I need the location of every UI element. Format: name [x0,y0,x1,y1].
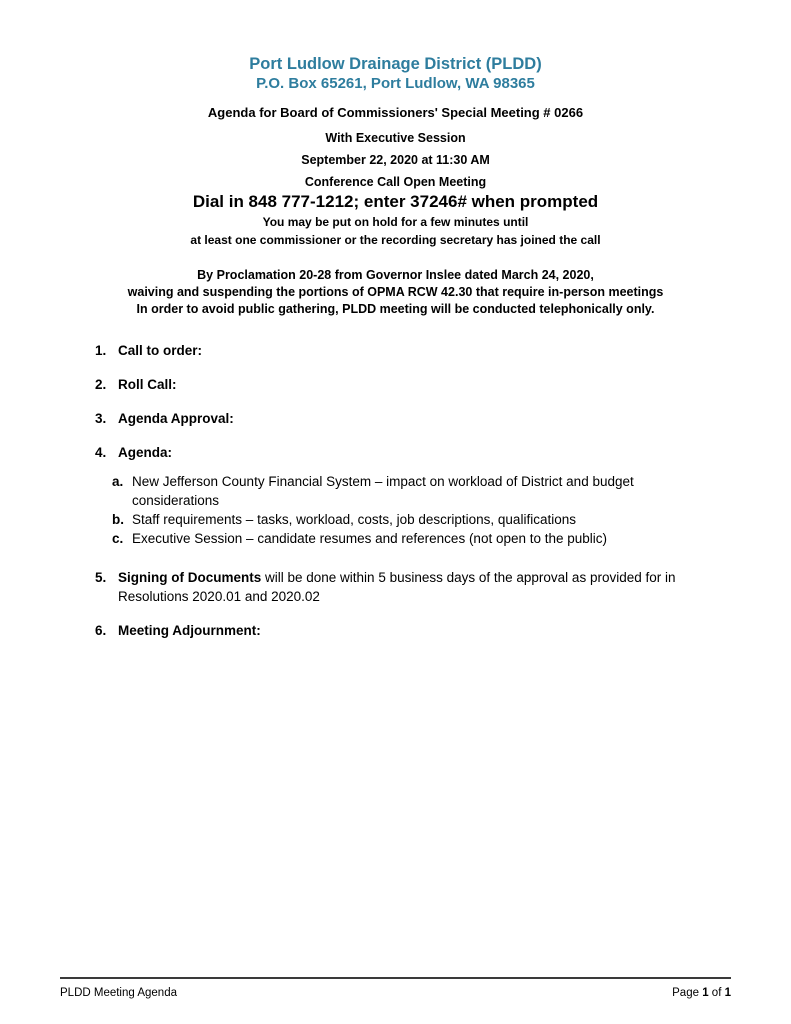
item-number: 3. [95,411,107,426]
sub-item-executive-session [112,529,711,548]
agenda-sub-list [112,472,711,548]
item-number: 1. [95,343,107,358]
proclamation-line3: In order to avoid public gathering, PLDD meeting will be conducted telephonically only. [136,302,655,316]
item-label [118,568,708,606]
footer-page-word: Page [672,987,703,999]
proclamation-line2: waiving and suspending the portions of OPMA RCW 42.30 that require in-person meetings [127,285,664,299]
org-name: Port Ludlow Drainage District (PLDD) [249,55,542,73]
sub-item-label: New Jefferson County Financial System – impact on workload of District and budget considerations [132,474,634,508]
sub-item-letter: a. [112,474,124,489]
item-label: Call to order: [118,343,203,358]
footer-of-word: of [708,987,725,999]
footer-page-number: 1 [702,987,709,999]
item-label: Meeting Adjournment: [118,623,261,638]
proclamation-paragraph [0,267,791,318]
meeting-datetime: September 22, 2020 at 11:30 AM [301,153,490,167]
agenda-item-roll-call [95,375,711,394]
agenda-item-agenda [95,443,711,462]
sub-item-financial-system [112,472,711,510]
item-label: Agenda Approval: [118,411,234,426]
org-address: P.O. Box 65261, Port Ludlow, WA 98365 [256,75,535,92]
agenda-list [95,341,711,640]
item-number: 6. [95,623,107,638]
item-label-bold-part: Signing of Documents [118,570,262,585]
item-number: 2. [95,377,107,392]
footer-page-indicator [672,986,731,1000]
item-number: 5. [95,570,107,585]
footer-page-total: 1 [724,987,731,999]
hold-note-line2: at least one commissioner or the recording secretary has joined the call [190,233,601,247]
sub-item-letter: b. [112,512,124,527]
item-number: 4. [95,445,107,460]
proclamation-line1: By Proclamation 20-28 from Governor Inslee dated March 24, 2020, [197,268,594,282]
agenda-item-signing-of-documents [95,568,711,606]
session-note: With Executive Session [325,131,466,145]
sub-item-label: Executive Session – candidate resumes and references (not open to the public) [132,531,608,546]
hold-note-line1: You may be put on hold for a few minutes until [262,215,529,229]
footer-doc-name: PLDD Meeting Agenda [60,987,177,999]
item-label-rest: will be done within 5 business days of the approval as provided for in Resolutions 2020.01 and 2020.02 [118,570,676,604]
sub-item-staff-requirements [112,510,711,529]
sub-item-letter: c. [112,531,124,546]
dial-in-instructions: Dial in 848 777-1212; enter 37246# when prompted [192,192,599,211]
document-header [0,0,791,318]
meeting-type: Conference Call Open Meeting [304,175,487,189]
sub-item-label: Staff requirements – tasks, workload, costs, job descriptions, qualifications [132,512,576,527]
agenda-item-meeting-adjournment [95,621,711,640]
agenda-title: Agenda for Board of Commissioners' Special Meeting # 0266 [207,105,584,120]
document-footer [60,977,731,1000]
item-label: Agenda: [118,445,172,460]
agenda-item-call-to-order [95,341,711,360]
item-label: Roll Call: [118,377,177,392]
agenda-item-agenda-approval [95,409,711,428]
